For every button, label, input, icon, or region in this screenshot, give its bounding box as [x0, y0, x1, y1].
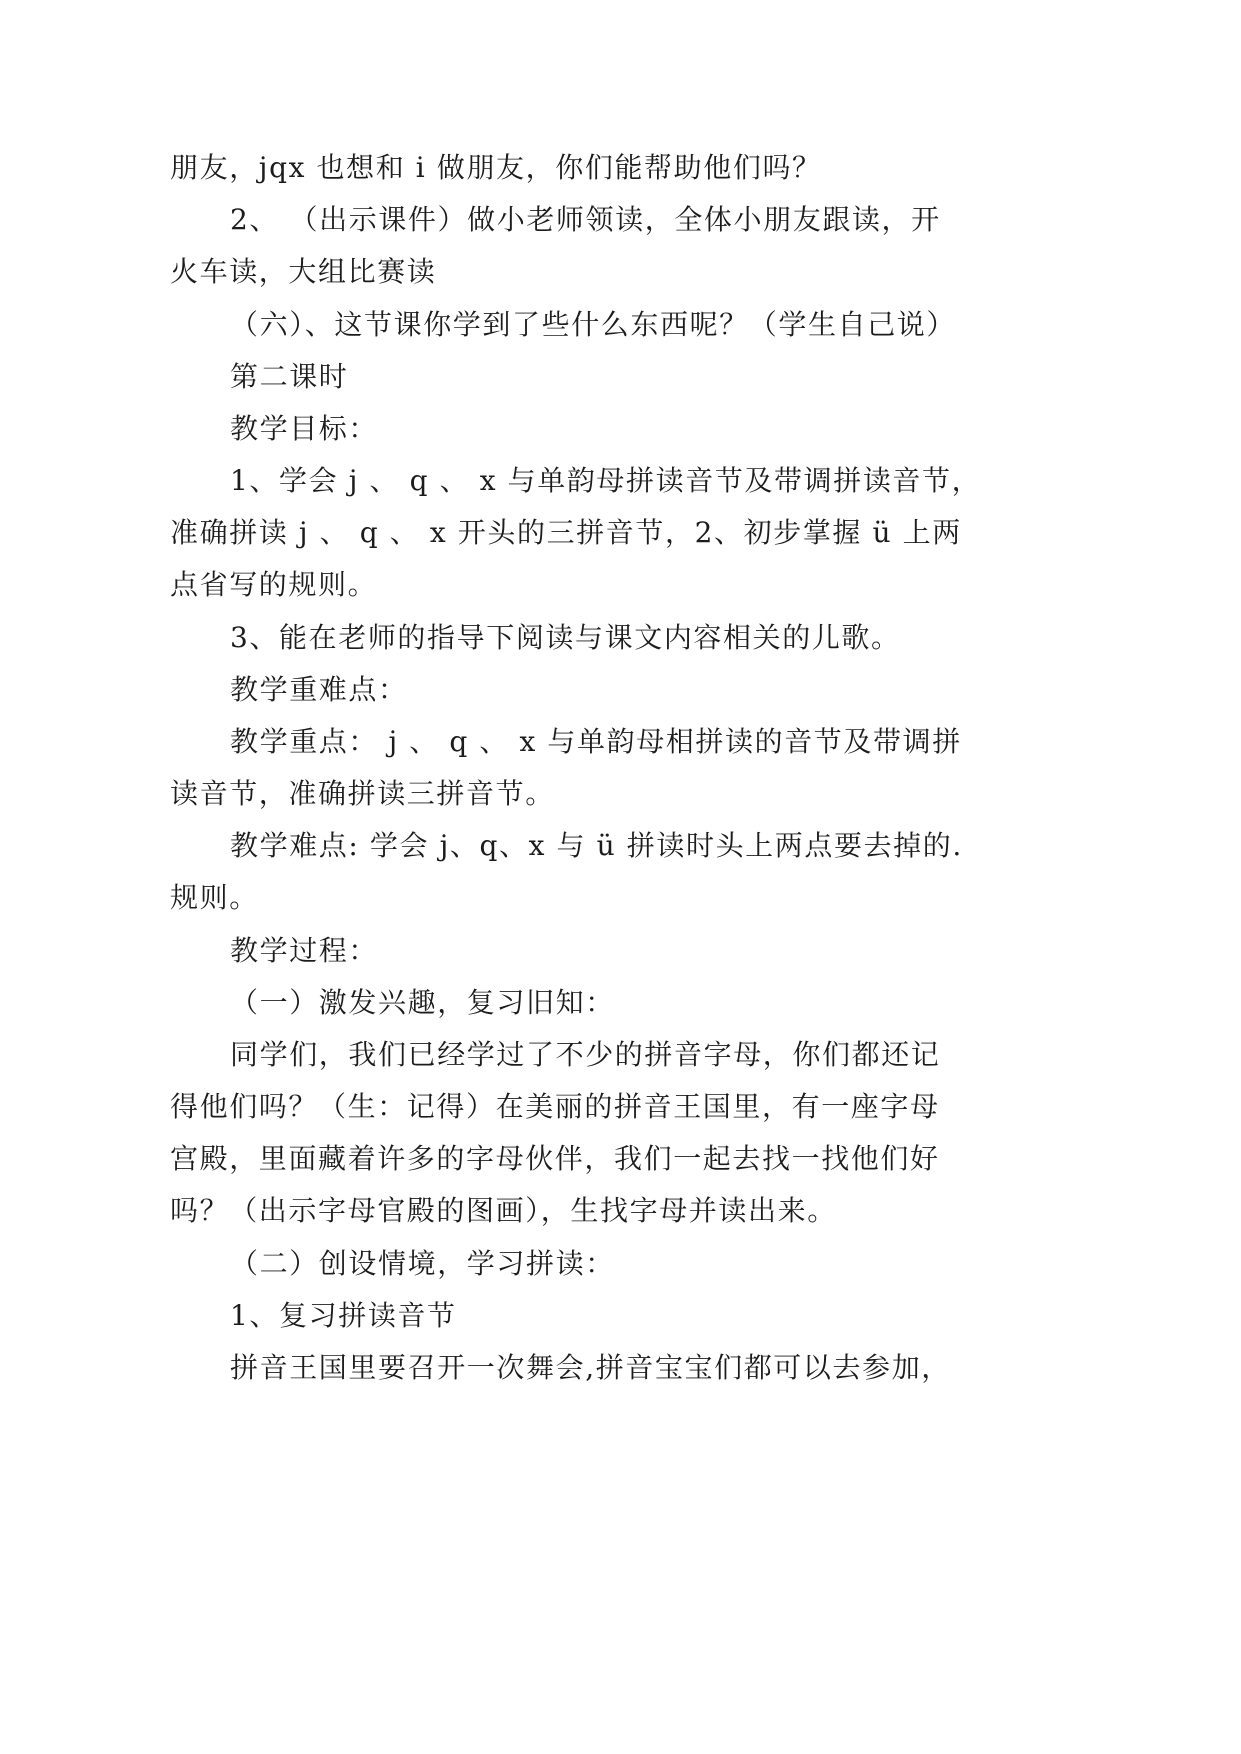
text-line: 1、学会 j 、 q 、 x 与单韵母拼读音节及带调拼读音节，	[230, 464, 982, 497]
text-line: 拼音王国里要召开一次舞会,拼音宝宝们都可以去参加，	[230, 1351, 951, 1384]
lesson-heading: 第二课时	[230, 360, 349, 393]
text-line: 准确拼读 j 、 q 、 x 开头的三拼音节，2、初步掌握 ü 上两	[170, 516, 962, 549]
text-line: 得他们吗？（生：记得）在美丽的拼音王国里，有一座字母	[170, 1090, 940, 1123]
text-line: 教学难点: 学会 j、q、x 与 ü 拼读时头上两点要去掉的.	[230, 829, 963, 862]
text-line: 2、 （出示课件）做小老师领读，全体小朋友跟读，开	[230, 203, 941, 236]
text-line: 火车读，大组比赛读	[170, 255, 437, 288]
section-heading: （二）创设情境，学习拼读：	[230, 1247, 615, 1280]
text-line: 点省写的规则。	[170, 568, 378, 601]
text-line: 读音节，准确拼读三拼音节。	[170, 777, 555, 810]
text-line: 规则。	[170, 881, 259, 914]
section-heading: 教学重难点：	[230, 673, 408, 706]
text-line: 吗？（出示字母官殿的图画），生找字母并读出来。	[170, 1194, 837, 1227]
section-heading: 教学目标：	[230, 412, 379, 445]
text-line: 同学们，我们已经学过了不少的拼音字母，你们都还记	[230, 1038, 941, 1071]
section-heading: （一）激发兴趣，复习旧知：	[230, 986, 615, 1019]
text-line: 朋友，jqx 也想和 i 做朋友，你们能帮助他们吗？	[170, 151, 822, 184]
text-line: 1、复习拼读音节	[230, 1299, 457, 1332]
text-line: 教学重点： j 、 q 、 x 与单韵母相拼读的音节及带调拼	[230, 725, 962, 758]
section-heading: （六）、这节课你学到了些什么东西呢？（学生自己说）	[230, 308, 957, 341]
section-heading: 教学过程：	[230, 934, 379, 967]
text-line: 3、能在老师的指导下阅读与课文内容相关的儿歌。	[230, 621, 901, 654]
text-line: 宫殿，里面藏着许多的字母伙伴，我们一起去找一找他们好	[170, 1142, 940, 1175]
